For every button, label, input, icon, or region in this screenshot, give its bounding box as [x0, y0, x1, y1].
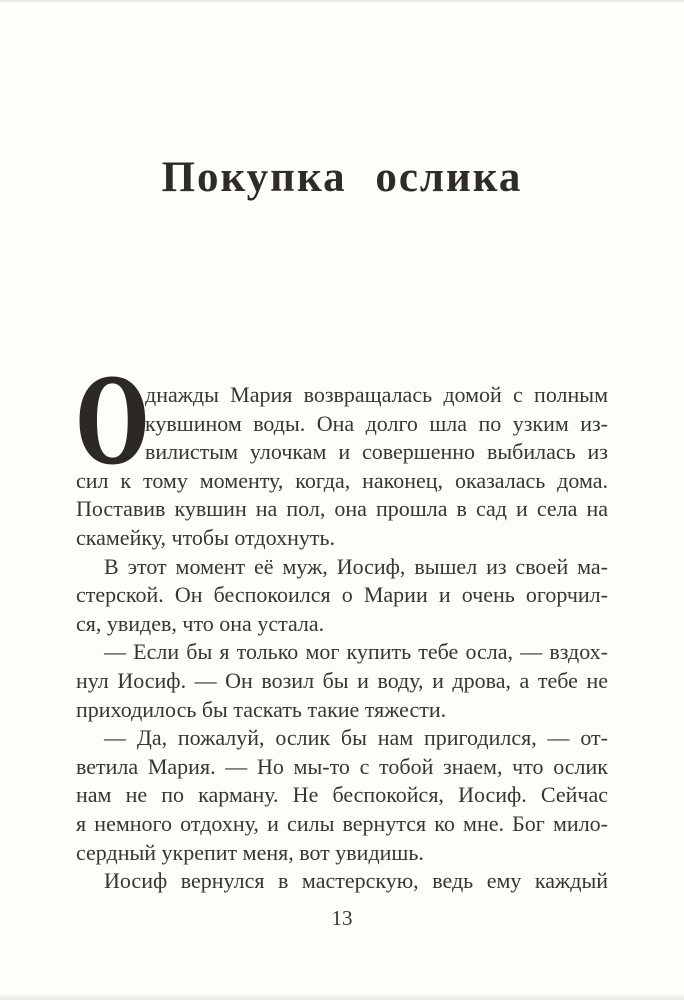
text-line: нул Иосиф. — Он возил бы и воду, и дрова, а тебе не: [76, 667, 608, 693]
text-line: приходилось бы таскать такие тяжести.: [76, 696, 447, 722]
text-line: В этот момент её муж, Иосиф, вышел из своей ма-: [104, 553, 608, 579]
text-line: стерской. Он беспокоился о Марии и очень огорчил-: [76, 582, 608, 608]
text-line: вилистым улочкам и совершенно выбилась из: [145, 439, 608, 465]
text-line: — Да, пожалуй, ослик бы нам пригодился, — от-: [104, 725, 608, 751]
body-text: [76, 355, 608, 896]
text-line: Поставив кувшин на пол, она прошла в сад и села на: [76, 496, 608, 522]
paragraph: [76, 724, 608, 867]
page-number: 13: [331, 906, 353, 930]
paragraph: [76, 553, 608, 639]
paragraph: [76, 638, 608, 724]
chapter-title: Покупка ослика: [161, 153, 523, 201]
text-line: ветила Мария. — Но мы-то с тобой знаем, что ослик: [76, 753, 608, 779]
paragraph: [76, 867, 608, 896]
text-line: я немного отдохну, и силы вернутся ко мне. Бог мило-: [76, 810, 608, 836]
text-line: Иосиф вернулся в мастерскую, ведь ему каждый: [104, 868, 608, 894]
paragraph: [76, 355, 608, 553]
page-top-edge: [0, 0, 684, 3]
page-bottom-edge: [0, 993, 684, 1000]
text-line: сил к тому моменту, когда, наконец, оказалась дома.: [76, 467, 608, 493]
text-line: днажды Мария возвращалась домой с полным: [145, 382, 608, 407]
text-line: скамейку, чтобы отдохнуть.: [76, 524, 335, 550]
text-line: сердный укрепит меня, вот увидишь.: [76, 839, 424, 865]
text-line: кувшином воды. Она долго шла по узким из-: [145, 410, 608, 436]
text-line: — Если бы я только мог купить тебе осла, — вздох-: [104, 639, 608, 665]
text-line: нам не по карману. Не беспокойся, Иосиф. Сейчас: [76, 782, 608, 808]
text-line: ся, увидев, что она устала.: [76, 610, 325, 636]
drop-cap: О: [76, 355, 149, 491]
